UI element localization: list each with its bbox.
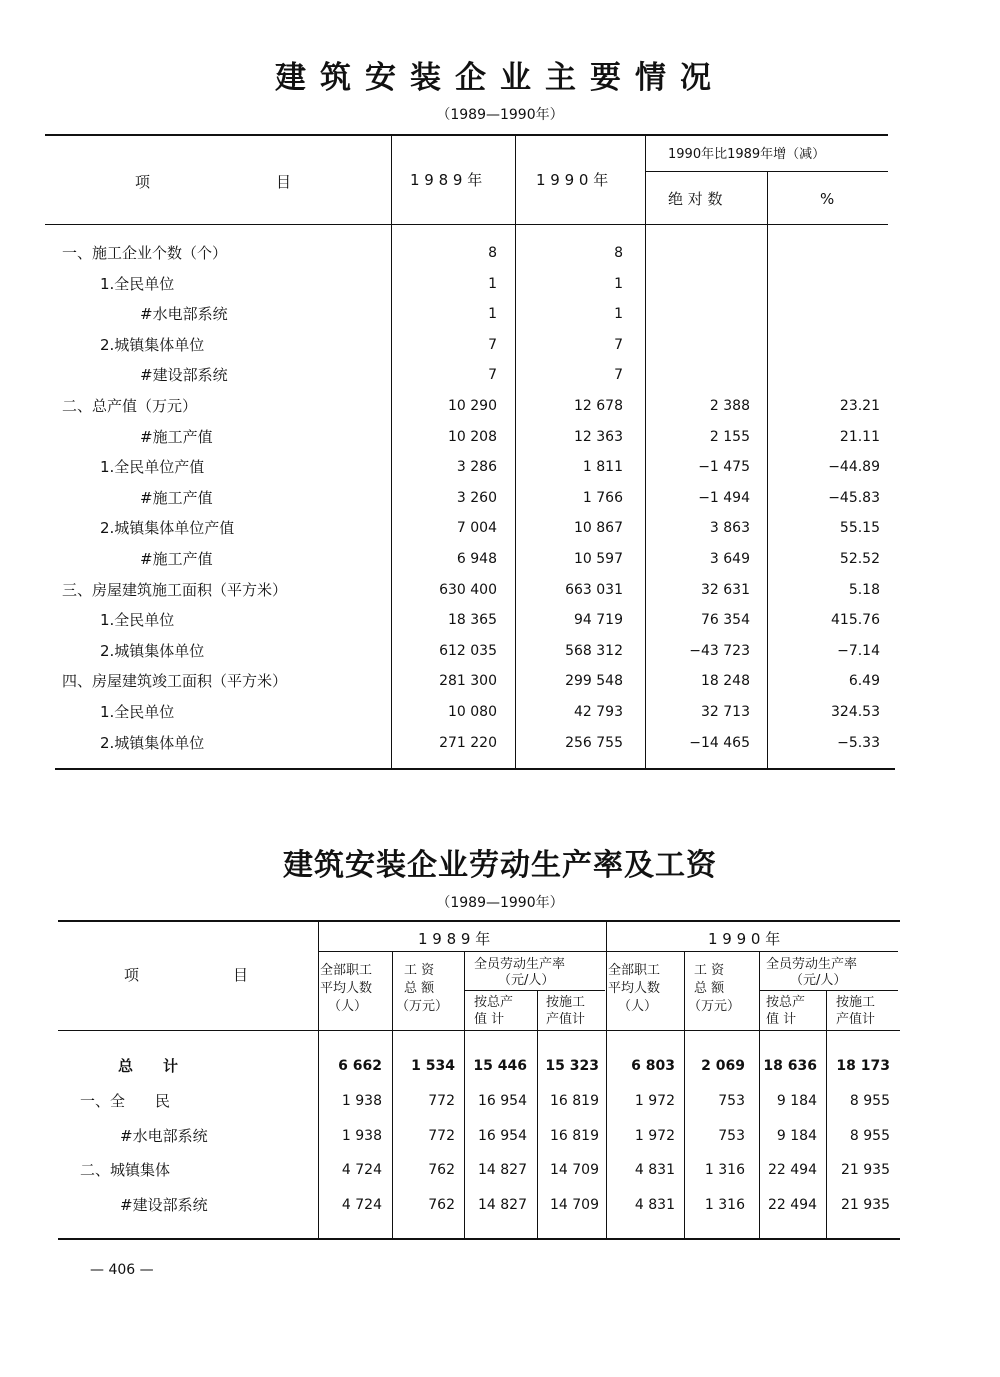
table2-h1989-wage3: （万元） bbox=[396, 999, 449, 1014]
table1-cell-v1990: 299 548 bbox=[565, 673, 623, 689]
table1-cell-abs: 32 631 bbox=[701, 582, 750, 598]
table2-cell: 14 827 bbox=[478, 1197, 527, 1213]
table2-h1990-wage1: 工 资 bbox=[694, 963, 725, 978]
table1-row-label: #建设部系统 bbox=[140, 366, 228, 384]
table2-vline-4 bbox=[537, 990, 538, 1238]
table2-cell: 16 819 bbox=[550, 1128, 599, 1144]
table2-cell: 772 bbox=[428, 1128, 455, 1144]
table2-h1990-wage2: 总 额 bbox=[694, 981, 725, 996]
table1-cell-v1989: 1 bbox=[488, 306, 497, 322]
table1-cell-abs: 76 354 bbox=[701, 612, 750, 628]
table2-cell: 4 831 bbox=[634, 1162, 675, 1178]
table2-cell: 21 935 bbox=[841, 1162, 890, 1178]
page-number: — 406 — bbox=[90, 1262, 154, 1278]
table2-cell: 16 954 bbox=[478, 1093, 527, 1109]
table1-cell-pct: 52.52 bbox=[839, 551, 880, 567]
table2-top-rule bbox=[58, 920, 900, 922]
table2-h1990-prod2: （元/人） bbox=[790, 973, 847, 988]
table1-header-1990: 1 9 9 0 年 bbox=[536, 171, 609, 189]
table2-vline-7 bbox=[759, 951, 760, 1238]
table1-title: 建筑安装企业主要情况 bbox=[275, 60, 725, 96]
table1-row-label: #施工产值 bbox=[140, 428, 213, 446]
table2-cell: 1 972 bbox=[634, 1128, 675, 1144]
table2-cell: 4 831 bbox=[634, 1197, 675, 1213]
table2-vline-3 bbox=[464, 951, 465, 1238]
table1-cell-v1990: 7 bbox=[614, 337, 623, 353]
table2-h1989-wage2: 总 额 bbox=[404, 981, 435, 996]
table1-cell-pct: −7.14 bbox=[837, 643, 880, 659]
table1-vline-2 bbox=[515, 134, 516, 768]
table1-bottom-rule bbox=[55, 768, 895, 770]
table1-cell-abs: 3 649 bbox=[709, 551, 750, 567]
table2-h1990-byconst1: 按施工 bbox=[836, 995, 876, 1010]
table1-row-label: 2.城镇集体单位 bbox=[100, 642, 205, 660]
table1-cell-v1990: 568 312 bbox=[565, 643, 623, 659]
table1-cell-v1989: 10 290 bbox=[448, 398, 497, 414]
table1-cell-abs: 2 155 bbox=[709, 429, 750, 445]
table2-vline-1 bbox=[318, 920, 319, 1238]
table2-h1990-workers1: 全部职工 bbox=[608, 963, 661, 978]
table1-cell-v1989: 10 208 bbox=[448, 429, 497, 445]
table2-title: 建筑安装企业劳动生产率及工资 bbox=[283, 848, 717, 883]
table1-cell-v1989: 3 286 bbox=[456, 459, 497, 475]
table1-header-abs: 绝 对 数 bbox=[668, 190, 723, 208]
table1-cell-v1990: 1 766 bbox=[582, 490, 623, 506]
table2-header-1990: 1 9 9 0 年 bbox=[708, 930, 781, 948]
table1-cell-v1990: 1 811 bbox=[582, 459, 623, 475]
table2-cell: 772 bbox=[428, 1093, 455, 1109]
table2-cell: 16 954 bbox=[478, 1128, 527, 1144]
table2-cell: 14 709 bbox=[550, 1162, 599, 1178]
table2-row-label: 一、全 民 bbox=[80, 1092, 171, 1110]
table2-prod-rule-1 bbox=[465, 990, 605, 991]
table1-row-label: 1.全民单位产值 bbox=[100, 458, 205, 476]
table2-vline-2 bbox=[392, 951, 393, 1238]
table1-row-label: 1.全民单位 bbox=[100, 275, 175, 293]
table1-cell-pct: 21.11 bbox=[839, 429, 880, 445]
table1-cell-v1989: 8 bbox=[488, 245, 497, 261]
table1-cell-abs: −1 475 bbox=[698, 459, 750, 475]
table2-h1989-byconst1: 按施工 bbox=[546, 995, 586, 1010]
table1-row-label: 二、总产值（万元） bbox=[62, 397, 198, 415]
table2-cell: 18 173 bbox=[836, 1058, 890, 1074]
table1-cell-pct: 5.18 bbox=[848, 582, 880, 598]
table1-header-item2: 目 bbox=[276, 173, 292, 191]
table1-cell-v1989: 6 948 bbox=[456, 551, 497, 567]
table1-cell-v1990: 42 793 bbox=[574, 704, 623, 720]
table1-cell-v1989: 612 035 bbox=[439, 643, 497, 659]
table1-header-1989: 1 9 8 9 年 bbox=[410, 171, 483, 189]
table2-header-rule bbox=[58, 1030, 900, 1031]
table2-cell: 1 534 bbox=[411, 1058, 455, 1074]
table2-year-rule bbox=[318, 951, 898, 952]
table1-cell-abs: −14 465 bbox=[689, 735, 750, 751]
table1-cell-pct: 23.21 bbox=[839, 398, 880, 414]
table2-row-label: #水电部系统 bbox=[120, 1127, 208, 1145]
table2-cell: 15 323 bbox=[545, 1058, 599, 1074]
table1-top-rule bbox=[45, 134, 888, 136]
table1-cell-pct: −44.89 bbox=[828, 459, 880, 475]
table1-cell-abs: 18 248 bbox=[701, 673, 750, 689]
table2-cell: 6 662 bbox=[338, 1058, 382, 1074]
table2-h1990-workers2: 平均人数 bbox=[608, 981, 661, 996]
table2-cell: 4 724 bbox=[341, 1197, 382, 1213]
table1-cell-v1990: 7 bbox=[614, 367, 623, 383]
table2-cell: 753 bbox=[718, 1093, 745, 1109]
table2-cell: 762 bbox=[428, 1162, 455, 1178]
table2-h1989-wage1: 工 资 bbox=[404, 963, 435, 978]
table2-h1989-workers1: 全部职工 bbox=[320, 963, 373, 978]
table2-cell: 15 446 bbox=[473, 1058, 527, 1074]
table2-cell: 762 bbox=[428, 1197, 455, 1213]
table2-cell: 14 827 bbox=[478, 1162, 527, 1178]
table2-cell: 1 972 bbox=[634, 1093, 675, 1109]
table2-h1989-byconst2: 产值计 bbox=[546, 1012, 586, 1027]
table2-cell: 21 935 bbox=[841, 1197, 890, 1213]
table2-cell: 8 955 bbox=[849, 1128, 890, 1144]
table1-cell-v1990: 1 bbox=[614, 276, 623, 292]
table2-cell: 1 316 bbox=[704, 1197, 745, 1213]
table2-h1989-prod2: （元/人） bbox=[498, 973, 555, 988]
table1-row-label: #施工产值 bbox=[140, 550, 213, 568]
table1-cell-v1989: 7 bbox=[488, 367, 497, 383]
table1-cell-pct: 6.49 bbox=[848, 673, 880, 689]
table1-cell-v1990: 256 755 bbox=[565, 735, 623, 751]
table1-cell-abs: 2 388 bbox=[709, 398, 750, 414]
table1-row-label: 2.城镇集体单位产值 bbox=[100, 519, 235, 537]
table1-cell-pct: −5.33 bbox=[837, 735, 880, 751]
table2-row-label: 总 计 bbox=[118, 1057, 179, 1075]
table1-cell-v1990: 10 867 bbox=[574, 520, 623, 536]
table1-cell-v1989: 271 220 bbox=[439, 735, 497, 751]
table2-h1989-bytotal2: 值 计 bbox=[474, 1012, 505, 1027]
table1-row-label: 1.全民单位 bbox=[100, 611, 175, 629]
table2-header-item: 项 bbox=[124, 966, 140, 984]
table2-h1989-workers3: （人） bbox=[328, 999, 368, 1014]
table1-header-item: 项 bbox=[135, 173, 151, 191]
table2-cell: 2 069 bbox=[701, 1058, 745, 1074]
table1-cell-v1990: 12 678 bbox=[574, 398, 623, 414]
table1-vline-4 bbox=[767, 171, 768, 768]
table2-cell: 1 938 bbox=[341, 1093, 382, 1109]
table2-vline-8 bbox=[826, 990, 827, 1238]
table2-cell: 753 bbox=[718, 1128, 745, 1144]
table1-cell-v1989: 1 bbox=[488, 276, 497, 292]
table1-cell-v1989: 7 bbox=[488, 337, 497, 353]
table2-cell: 16 819 bbox=[550, 1093, 599, 1109]
table1-cell-v1989: 630 400 bbox=[439, 582, 497, 598]
table1-cell-v1989: 7 004 bbox=[456, 520, 497, 536]
table2-cell: 14 709 bbox=[550, 1197, 599, 1213]
table1-row-label: 2.城镇集体单位 bbox=[100, 734, 205, 752]
table2-cell: 9 184 bbox=[776, 1128, 817, 1144]
table1-vline-3 bbox=[645, 134, 646, 768]
table1-cell-v1990: 8 bbox=[614, 245, 623, 261]
table2-subtitle: （1989—1990年） bbox=[436, 895, 564, 911]
table1-row-label: 1.全民单位 bbox=[100, 703, 175, 721]
table2-row-label: #建设部系统 bbox=[120, 1196, 208, 1214]
table2-row-label: 二、城镇集体 bbox=[80, 1161, 171, 1179]
table2-cell: 1 316 bbox=[704, 1162, 745, 1178]
table1-cell-v1989: 18 365 bbox=[448, 612, 497, 628]
table1-row-label: 四、房屋建筑竣工面积（平方米） bbox=[62, 672, 288, 690]
table1-cell-v1990: 12 363 bbox=[574, 429, 623, 445]
table2-cell: 22 494 bbox=[768, 1162, 817, 1178]
table2-h1989-prod1: 全员劳动生产率 bbox=[474, 957, 566, 972]
table2-cell: 9 184 bbox=[776, 1093, 817, 1109]
table2-h1990-prod1: 全员劳动生产率 bbox=[766, 957, 858, 972]
table2-h1989-bytotal1: 按总产 bbox=[474, 995, 514, 1010]
table1-header-rule bbox=[45, 224, 888, 225]
table2-h1990-byconst2: 产值计 bbox=[836, 1012, 876, 1027]
table1-row-label: 三、房屋建筑施工面积（平方米） bbox=[62, 581, 288, 599]
table1-cell-abs: −43 723 bbox=[689, 643, 750, 659]
table1-cell-v1989: 3 260 bbox=[456, 490, 497, 506]
table2-cell: 6 803 bbox=[631, 1058, 675, 1074]
table1-cell-abs: 32 713 bbox=[701, 704, 750, 720]
table2-cell: 22 494 bbox=[768, 1197, 817, 1213]
table2-prod-rule-2 bbox=[760, 990, 898, 991]
table2-h1990-bytotal2: 值 计 bbox=[766, 1012, 797, 1027]
table2-cell: 8 955 bbox=[849, 1093, 890, 1109]
table2-h1990-bytotal1: 按总产 bbox=[766, 995, 806, 1010]
table1-cell-v1990: 94 719 bbox=[574, 612, 623, 628]
table1-cell-abs: 3 863 bbox=[709, 520, 750, 536]
table1-header-pct: % bbox=[820, 190, 835, 208]
table1-row-label: 一、施工企业个数（个） bbox=[62, 244, 228, 262]
table1-row-label: #水电部系统 bbox=[140, 305, 228, 323]
table1-cell-pct: 324.53 bbox=[831, 704, 880, 720]
table1-header-change: 1990年比1989年增（减） bbox=[668, 147, 826, 162]
table1-cell-v1990: 663 031 bbox=[565, 582, 623, 598]
table1-cell-pct: 55.15 bbox=[839, 520, 880, 536]
table1-cell-abs: −1 494 bbox=[698, 490, 750, 506]
table2-h1989-workers2: 平均人数 bbox=[320, 981, 373, 996]
table1-row-label: 2.城镇集体单位 bbox=[100, 336, 205, 354]
table2-h1990-workers3: （人） bbox=[618, 999, 658, 1014]
table1-row-label: #施工产值 bbox=[140, 489, 213, 507]
table2-vline-5 bbox=[606, 920, 607, 1238]
table2-header-item2: 目 bbox=[233, 966, 249, 984]
table1-cell-pct: 415.76 bbox=[831, 612, 880, 628]
table2-cell: 4 724 bbox=[341, 1162, 382, 1178]
table1-vline-1 bbox=[391, 134, 392, 768]
table1-cell-v1990: 1 bbox=[614, 306, 623, 322]
table1-cell-v1990: 10 597 bbox=[574, 551, 623, 567]
table2-cell: 18 636 bbox=[763, 1058, 817, 1074]
table2-header-1989: 1 9 8 9 年 bbox=[418, 930, 491, 948]
table1-cell-v1989: 10 080 bbox=[448, 704, 497, 720]
table2-h1990-wage3: （万元） bbox=[688, 999, 741, 1014]
table2-bottom-rule bbox=[58, 1238, 900, 1240]
table1-subtitle: （1989—1990年） bbox=[436, 107, 564, 123]
table2-vline-6 bbox=[684, 951, 685, 1238]
table1-cell-pct: −45.83 bbox=[828, 490, 880, 506]
table2-cell: 1 938 bbox=[341, 1128, 382, 1144]
table1-cell-v1989: 281 300 bbox=[439, 673, 497, 689]
